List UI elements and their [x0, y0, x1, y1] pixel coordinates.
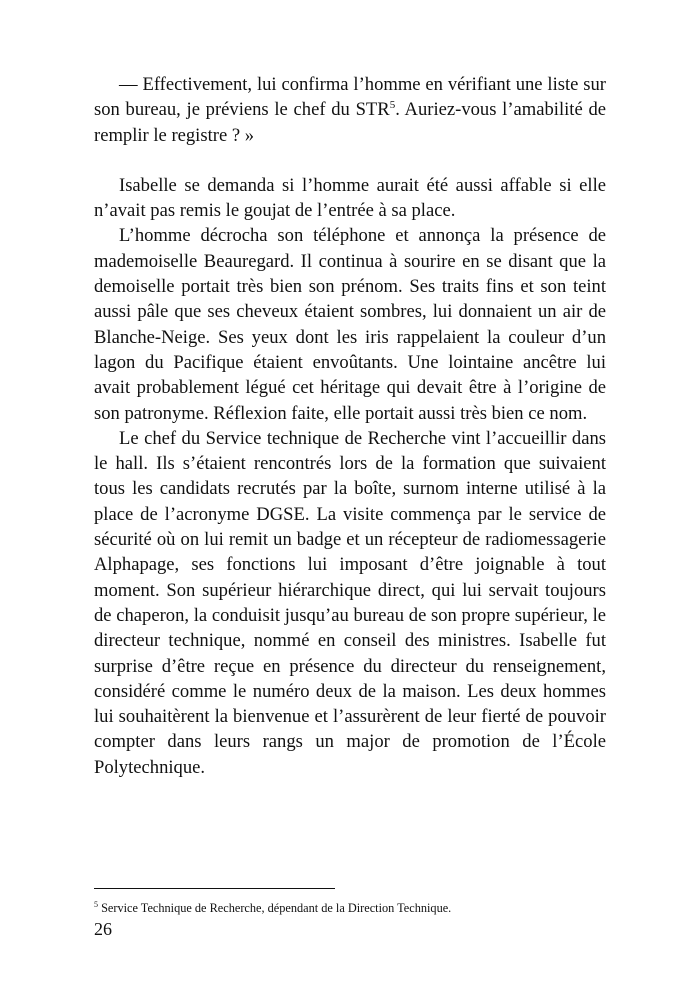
footnote [94, 900, 614, 916]
paragraph-isabelle: Isabelle se demanda si l’homme aurait été aussi affable si elle n’avait pas remis le goujat de l’entrée à sa place. [94, 174, 606, 222]
footnote-divider [94, 888, 335, 889]
footnote-reference[interactable]: 5 [389, 99, 396, 112]
footnote-number: 5 [94, 899, 98, 909]
page-number: 26 [94, 919, 112, 939]
paragraph-dialogue-text-after: . Auriez-vous l’amabilité de remplir le registre ? » [94, 99, 606, 146]
paragraph-dialogue-text: — Effectivement, lui confirma l’homme en vérifiant une liste sur son bureau, je préviens le chef du STR [94, 74, 606, 121]
page-body [94, 72, 606, 780]
footnote-text: Service Technique de Recherche, dépendant de la Direction Technique. [98, 901, 452, 915]
paragraph-dialogue [94, 72, 606, 148]
paragraph-telephone: L’homme décrocha son téléphone et annonça la présence de mademoiselle Beauregard. Il continua à sourire en se disant que la demoiselle portait très bien son prénom. Ses traits fins et son teint aussi pâle que ses cheveux étaient sombres, lui donnaient un air de Blanche-Neige. Ses yeux dont les iris rappelaient la couleur d’un lagon du Pacifique étaient envoûtants. Une lointaine ancêtre lui avait probablement légué cet héritage qui devait être à l’origine de son patronyme. Réflexion faite, elle portait aussi très bien ce nom. [94, 225, 606, 424]
paragraph-chef-service: Le chef du Service technique de Recherche vint l’accueillir dans le hall. Ils s’étaient rencontrés lors de la formation que suivaient tous les candidats recrutés par la boîte, surnom interne utilisé à la place de l’acronyme DGSE. La visite commença par le service de sécurité où on lui remit un badge et un récepteur de radiomessagerie Alphapage, ses fonctions lui imposant d’être joignable à tout moment. Son supérieur hiérarchique direct, qui lui servait toujours de chaperon, la conduisit jusqu’au bureau de son propre supérieur, le directeur technique, nommé en conseil des ministres. Isabelle fut surprise d’être reçue en présence du directeur du renseignement, considéré comme le numéro deux de la maison. Les deux hommes lui souhaitèrent la bienvenue et l’assurèrent de leur fierté de pouvoir compter dans leurs rangs un major de promotion de l’École Polytechnique. [94, 427, 606, 778]
